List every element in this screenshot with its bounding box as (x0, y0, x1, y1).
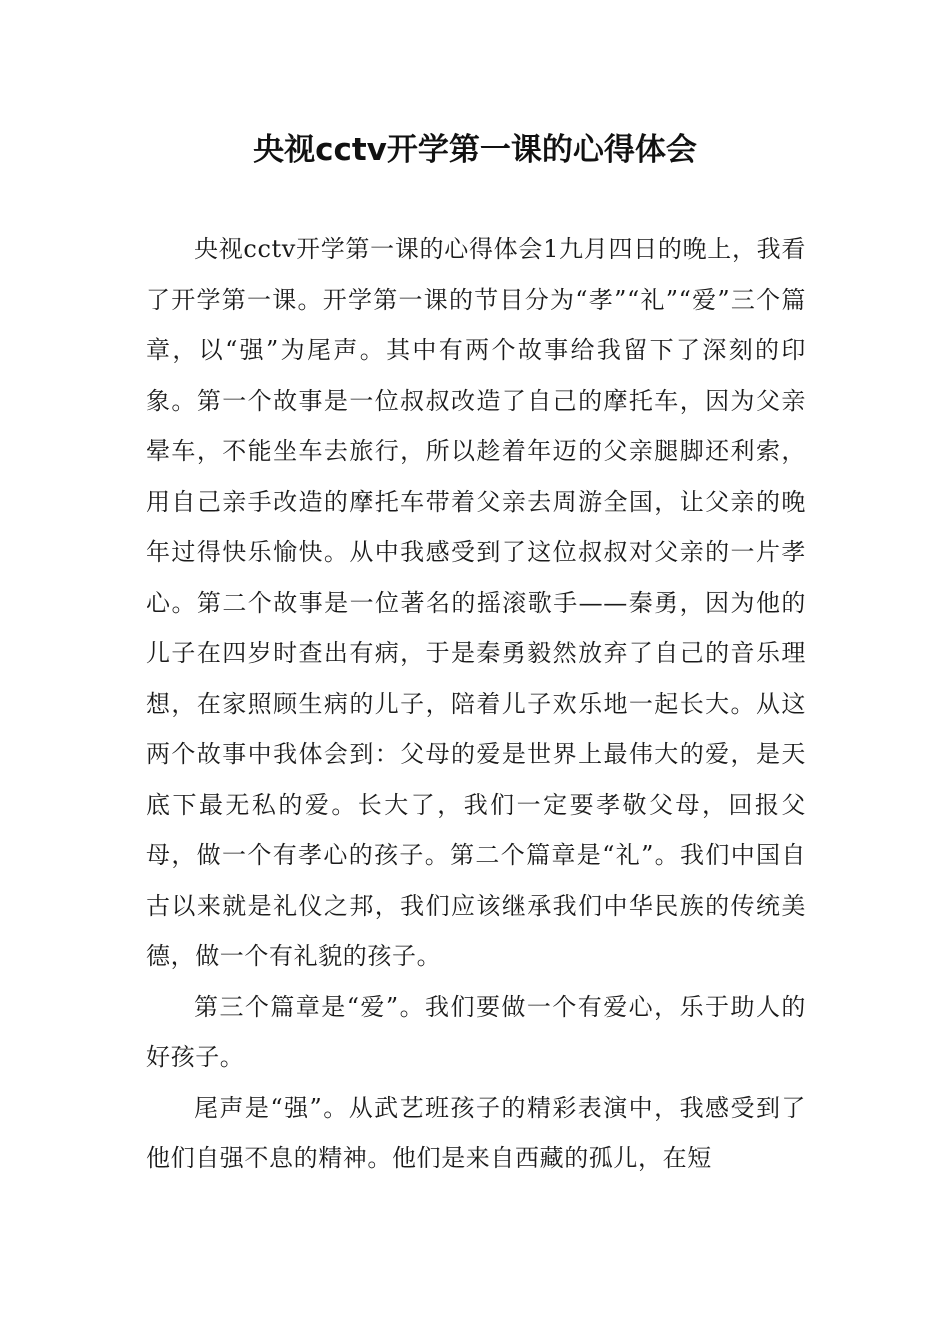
paragraph-3: 尾声是“强”。从武艺班孩子的精彩表演中，我感受到了他们自强不息的精神。他们是来自西藏的孤儿，在短 (146, 1093, 806, 1172)
paragraph-1: 央视cctv开学第一课的心得体会1九月四日的晚上，我看了开学第一课。开学第一课的节目分为“孝”“礼”“爱”三个篇章，以“强”为尾声。其中有两个故事给我留下了深刻的印象。第一个故事是一位叔叔改造了自己的摩托车，因为父亲晕车，不能坐车去旅行，所以趁着年迈的父亲腿脚还利索，用自己亲手改造的摩托车带着父亲去周游全国，让父亲的晚年过得快乐愉快。从中我感受到了这位叔叔对父亲的一片孝心。第二个故事是一位著名的摇滚歌手——秦勇，因为他的儿子在四岁时查出有病，于是秦勇毅然放弃了自己的音乐理想，在家照顾生病的儿子，陪着儿子欢乐地一起长大。从这两个故事中我体会到：父母的爱是世界上最伟大的爱，是天底下最无私的爱。长大了，我们一定要孝敬父母，回报父母，做一个有孝心的孩子。第二个篇章是“礼”。我们中国自古以来就是礼仪之邦，我们应该继承我们中华民族的传统美德，做一个有礼貌的孩子。 (146, 235, 806, 970)
paragraph-2: 第三个篇章是“爱”。我们要做一个有爱心，乐于助人的好孩子。 (146, 992, 806, 1071)
document-title: 央视cctv开学第一课的心得体会 (253, 132, 697, 168)
document-body (146, 224, 806, 1184)
